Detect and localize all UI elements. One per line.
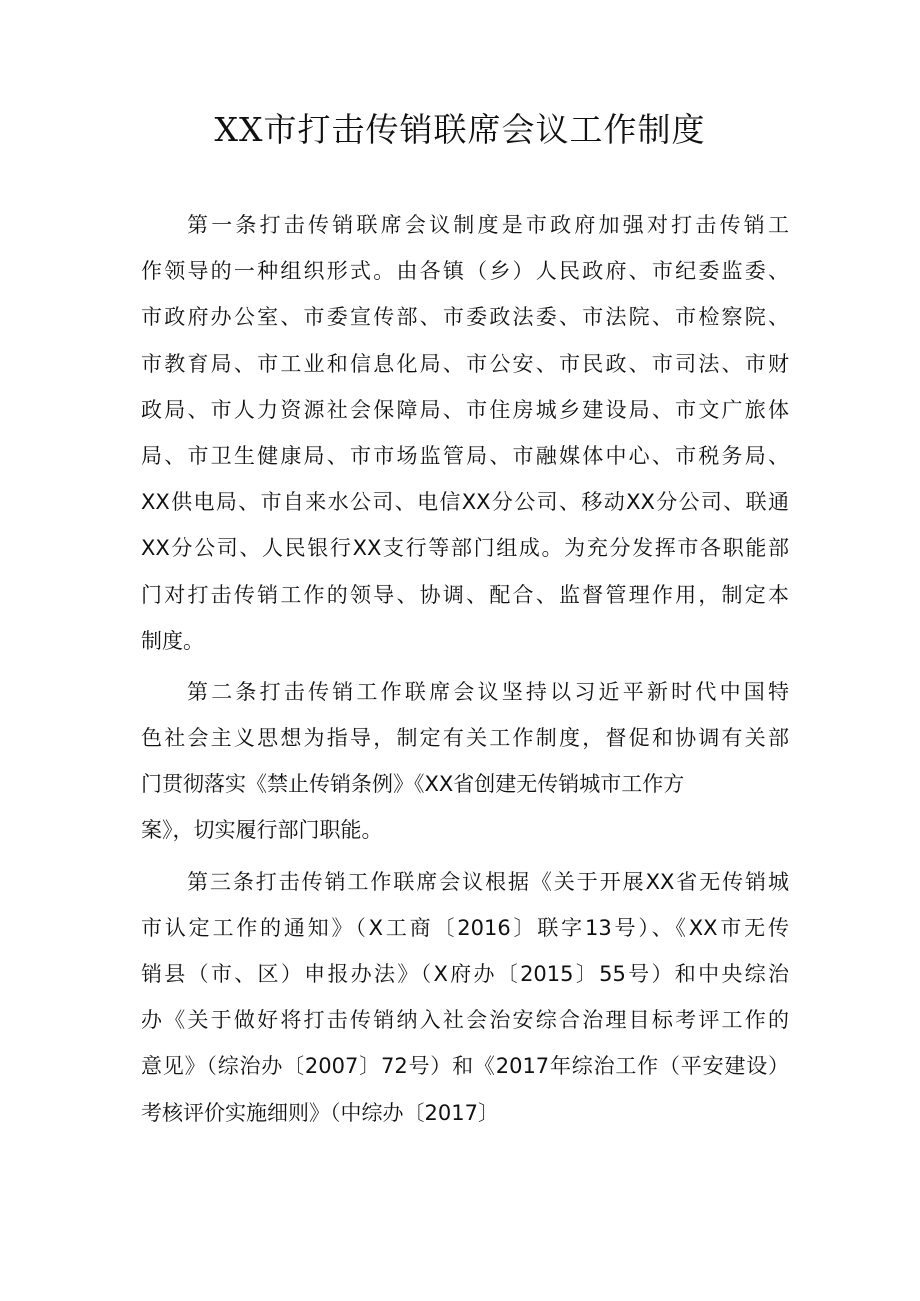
paragraph-line: 作领导的一种组织形式。由各镇（乡）人民政府、市纪委监委、 [141, 259, 789, 284]
paragraph-article-2 [141, 669, 789, 854]
paragraph-line: 市教育局、市工业和信息化局、市公安、市民政、市司法、市财 [141, 351, 789, 376]
paragraph-line: 政局、市人力资源社会保障局、市住房城乡建设局、市文广旅体 [141, 397, 789, 422]
document-title: XX市打击传销联席会议工作制度 [214, 110, 706, 149]
paragraph-line: 市政府办公室、市委宣传部、市委政法委、市法院、市检察院、 [141, 305, 789, 330]
paragraph-line: 局、市卫生健康局、市市场监管局、市融媒体中心、市税务局、 [141, 443, 789, 468]
paragraph-line: 市认定工作的通知》（X工商〔2016〕联字13号）、《XX市无传 [141, 915, 789, 940]
paragraph-article-3 [141, 859, 789, 1136]
paragraph-line: 第一条打击传销联席会议制度是市政府加强对打击传销工 [187, 213, 789, 237]
paragraph-line: 制度。 [141, 628, 204, 653]
paragraph-line: 色社会主义思想为指导，制定有关工作制度，督促和协调有关部 [141, 726, 789, 751]
paragraph-line: 考核评价实施细则》（中综办〔2017〕 [141, 1100, 499, 1125]
paragraph-line: 销县（市、区）申报办法》（X府办〔2015〕55号）和中央综治 [141, 962, 789, 986]
paragraph-line: XX分公司、人民银行XX支行等部门组成。为充分发挥市各职能部 [141, 536, 789, 561]
paragraph-line: 办《关于做好将打击传销纳入社会治安综合治理目标考评工作的 [141, 1008, 789, 1033]
paragraph-line: 门对打击传销工作的领导、协调、配合、监督管理作用，制定本 [141, 582, 789, 607]
paragraph-line: XX供电局、市自来水公司、电信XX分公司、移动XX分公司、联通 [141, 490, 789, 515]
paragraph-article-1 [141, 202, 789, 664]
paragraph-line: 门贯彻落实《禁止传销条例》《XX省创建无传销城市工作方 [141, 772, 685, 797]
document-body [141, 202, 789, 1136]
paragraph-line: 第二条打击传销工作联席会议坚持以习近平新时代中国特 [187, 679, 789, 704]
paragraph-line: 案》，切实履行部门职能。 [141, 818, 383, 843]
paragraph-line: 意见》（综治办〔2007〕72号）和《2017年综治工作（平安建设） [141, 1054, 789, 1079]
paragraph-line: 第三条打击传销工作联席会议根据《关于开展XX省无传销城 [187, 869, 789, 894]
